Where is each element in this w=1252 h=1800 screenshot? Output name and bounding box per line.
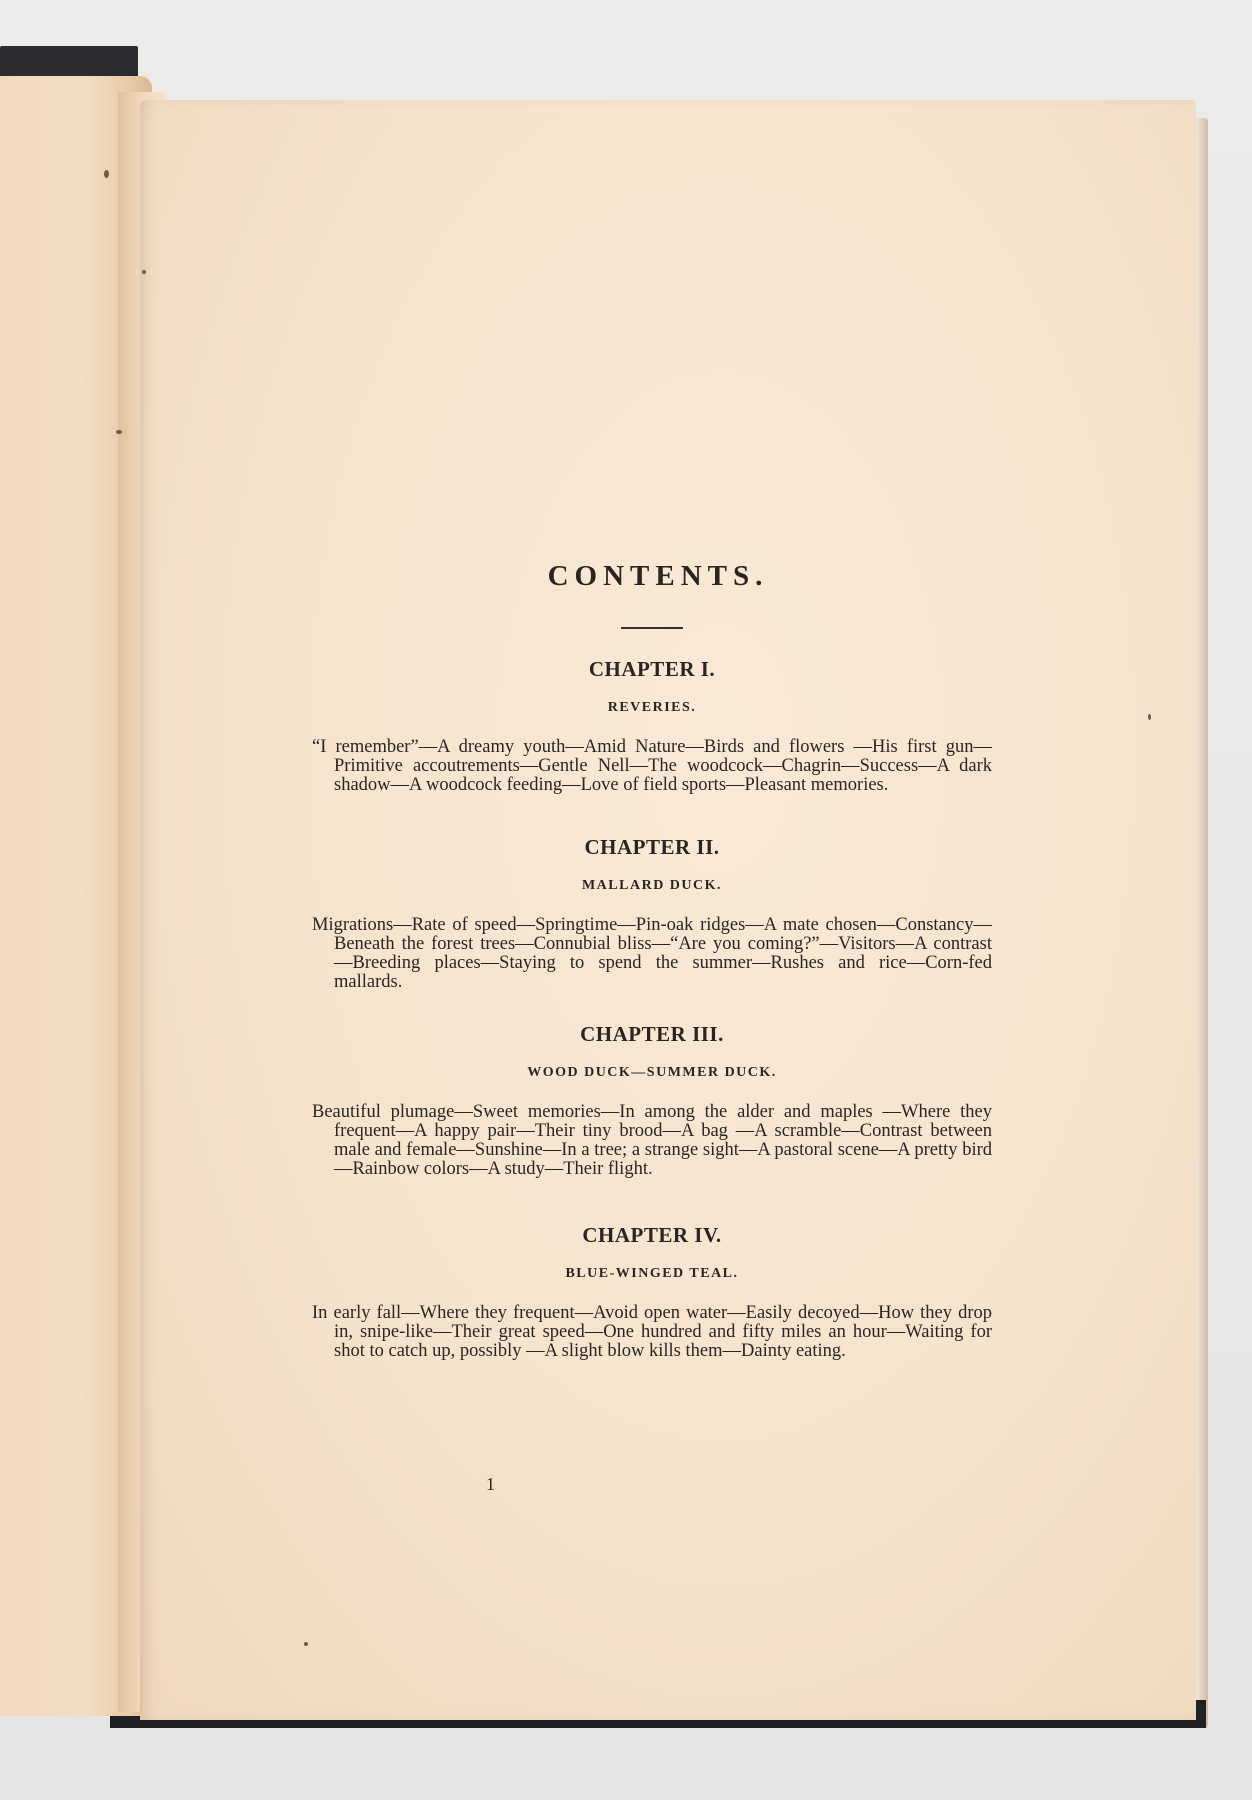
page-speck — [304, 1642, 308, 1646]
page-speck — [116, 430, 122, 434]
chapter-heading: CHAPTER III. — [580, 1022, 724, 1046]
chapter-heading: CHAPTER IV. — [582, 1223, 722, 1247]
chapter-entry-4 — [312, 1223, 992, 1361]
chapter-entry-2 — [312, 835, 992, 992]
chapter-subtitle: REVERIES. — [607, 700, 697, 715]
page-speck — [142, 270, 146, 274]
chapter-summary: Beautiful plumage—Sweet memories—In among the alder and maples —Where they frequent—A happy pair—Their tiny brood—A bag —A scramble—Contrast between male and female—Sunshine—In a tree; a strange sight—A pastoral scene—A pretty bird—Rainbow colors—A study—Their flight. — [312, 1102, 992, 1179]
chapter-subtitle: MALLARD DUCK. — [581, 878, 723, 893]
page-speck — [1148, 714, 1151, 720]
signature-mark: 1 — [486, 1474, 495, 1494]
chapter-entry-3 — [312, 1022, 992, 1179]
chapter-summary: In early fall—Where they frequent—Avoid open water—Easily decoyed—How they drop in, snipe-like—Their great speed—One hundred and fifty miles an hour—Waiting for shot to catch up, possibly —A slight blow kills them—Dainty eating. — [312, 1303, 992, 1361]
page-speck — [104, 170, 109, 178]
chapter-heading: CHAPTER I. — [588, 657, 716, 681]
chapter-entry-1 — [312, 657, 992, 795]
chapter-summary: Migrations—Rate of speed—Springtime—Pin-oak ridges—A mate chosen—Constancy—Beneath the forest trees—Connubial bliss—“Are you coming?”—Visitors—A contrast—Breeding places—Staying to spend the summer—Rushes and rice—Corn-fed mallards. — [312, 915, 992, 992]
chapter-subtitle: BLUE-WINGED TEAL. — [565, 1266, 739, 1281]
table-of-contents — [312, 560, 992, 1361]
contents-title: CONTENTS. — [547, 560, 769, 592]
chapter-heading: CHAPTER II. — [584, 835, 720, 859]
chapter-summary: “I remember”—A dreamy youth—Amid Nature—Birds and flowers —His first gun—Primitive accoutrements—Gentle Nell—The woodcock—Chagrin—Success—A dark shadow—A woodcock feeding—Love of field sports—Pleasant memories. — [312, 737, 992, 795]
chapter-subtitle: WOOD DUCK—SUMMER DUCK. — [527, 1065, 777, 1080]
title-rule — [621, 627, 683, 629]
